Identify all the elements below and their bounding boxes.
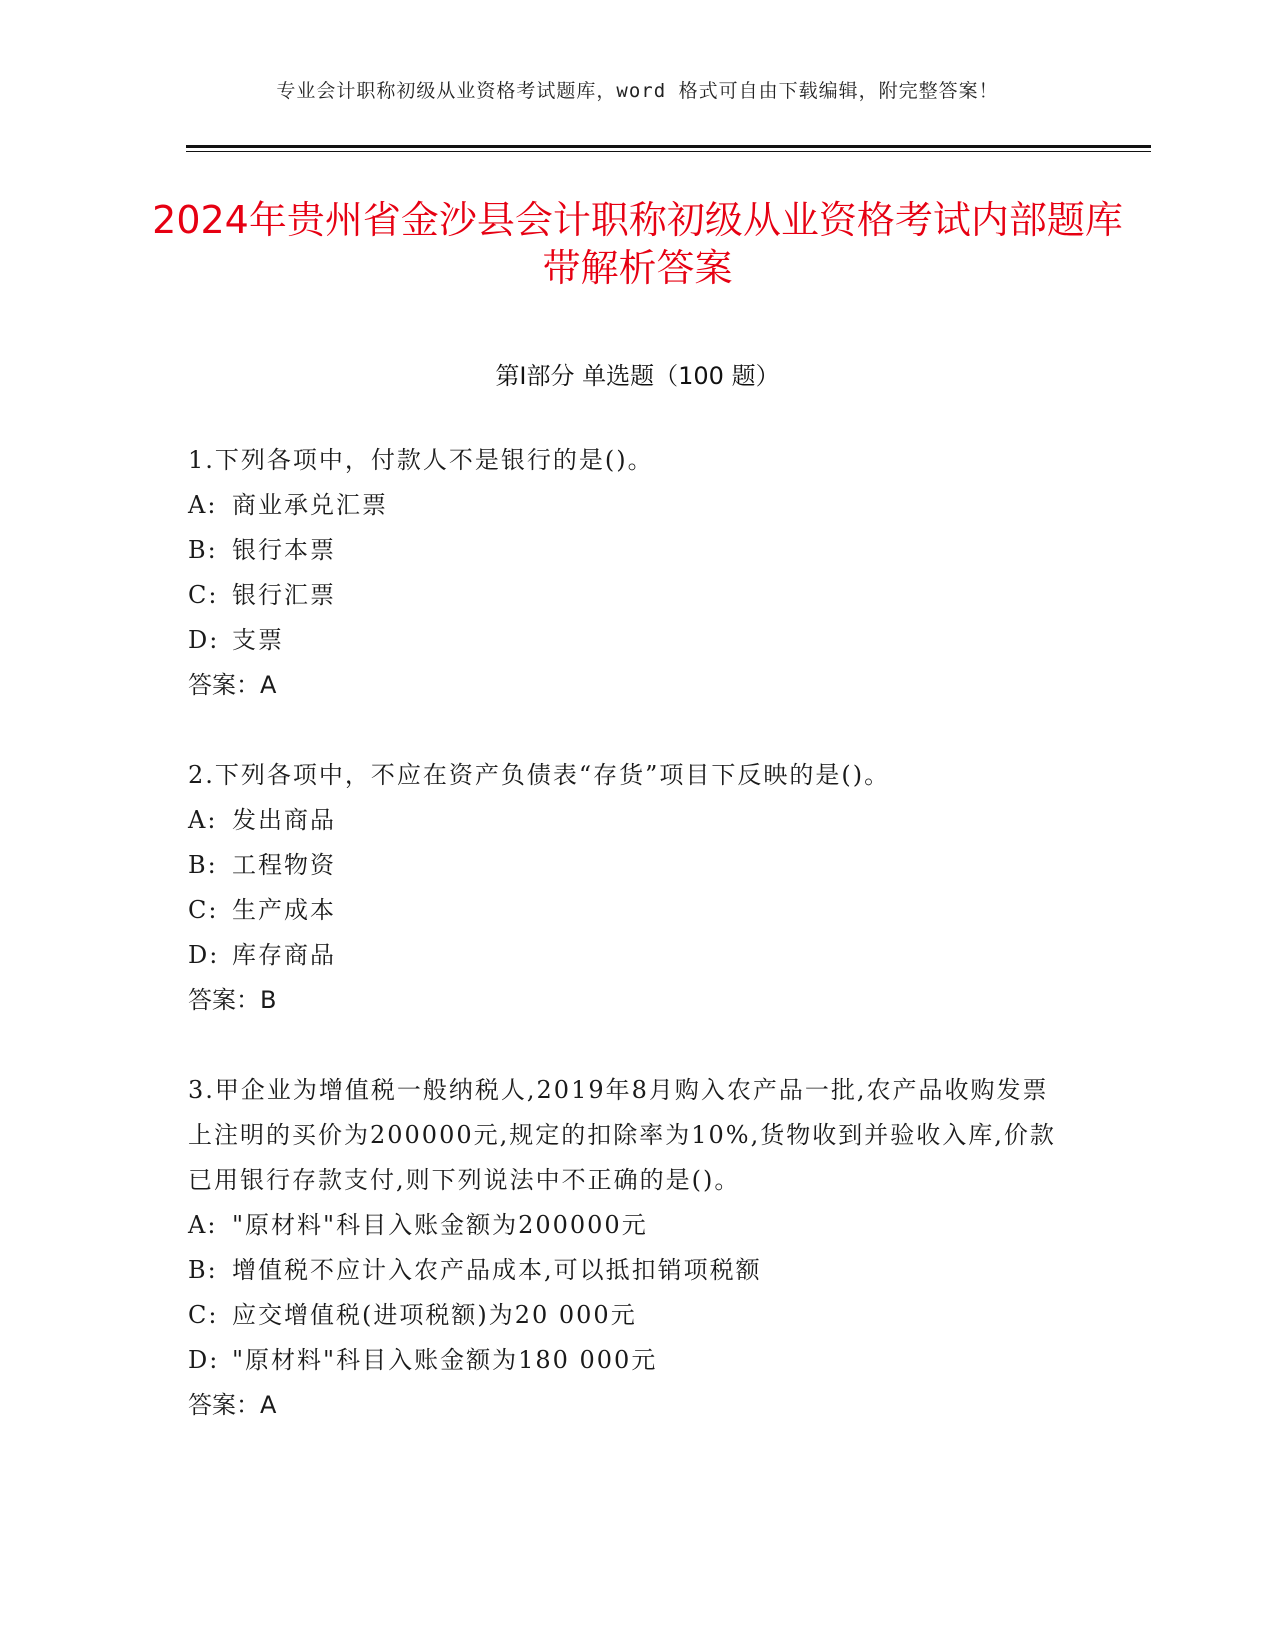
option-letter: A:: [188, 491, 218, 519]
option-d: [188, 933, 1068, 978]
option-text: 银行汇票: [232, 581, 336, 609]
option-d: [188, 1338, 1068, 1383]
option-letter: C:: [188, 896, 219, 924]
question-stem: 3.甲企业为增值税一般纳税人,2019年8月购入农产品一批,农产品收购发票上注明的买价为200000元,规定的扣除率为10%,货物收到并验收入库,价款已用银行存款支付,则下列说法中不正确的是()。: [188, 1076, 1056, 1194]
question-list: [188, 438, 1068, 1473]
option-b: [188, 843, 1068, 888]
header-note: 专业会计职称初级从业资格考试题库，word 格式可自由下载编辑，附完整答案！: [276, 80, 999, 102]
option-letter: B:: [188, 1256, 218, 1284]
answer-value: B: [260, 986, 277, 1014]
option-c: [188, 573, 1068, 618]
option-letter: C:: [188, 1301, 219, 1329]
answer-value: A: [260, 1391, 277, 1419]
option-text: 生产成本: [232, 896, 336, 924]
answer-line: [188, 663, 1068, 708]
question-3: [188, 1068, 1068, 1428]
option-letter: C:: [188, 581, 219, 609]
question-stem: 1.下列各项中，付款人不是银行的是()。: [188, 446, 654, 474]
answer-line: [188, 1383, 1068, 1428]
option-letter: B:: [188, 851, 218, 879]
option-letter: D:: [188, 626, 220, 654]
question-2: [188, 753, 1068, 1023]
option-d: [188, 618, 1068, 663]
option-text: "原材料"科目入账金额为200000元: [232, 1211, 648, 1239]
header-divider-thin: [186, 151, 1151, 152]
answer-line: [188, 978, 1068, 1023]
option-text: 库存商品: [232, 941, 336, 969]
option-text: 商业承兑汇票: [232, 491, 388, 519]
option-letter: D:: [188, 941, 220, 969]
option-b: [188, 1248, 1068, 1293]
option-letter: D:: [188, 1346, 220, 1374]
option-text: 支票: [232, 626, 284, 654]
option-c: [188, 1293, 1068, 1338]
option-b: [188, 528, 1068, 573]
option-text: 银行本票: [232, 536, 336, 564]
answer-value: A: [260, 671, 277, 699]
option-text: 增值税不应计入农产品成本,可以抵扣销项税额: [232, 1256, 762, 1284]
section-title: 第Ⅰ部分 单选题（100 题）: [495, 362, 780, 390]
option-text: 工程物资: [232, 851, 336, 879]
option-text: 发出商品: [232, 806, 336, 834]
header-divider-thick: [186, 145, 1151, 148]
option-a: [188, 798, 1068, 843]
option-a: [188, 483, 1068, 528]
option-letter: B:: [188, 536, 218, 564]
option-text: "原材料"科目入账金额为180 000元: [232, 1346, 658, 1374]
option-text: 应交增值税(进项税额)为20 000元: [232, 1301, 637, 1329]
answer-prefix: 答案：: [188, 671, 260, 699]
document-title: 2024年贵州省金沙县会计职称初级从业资格考试内部题库带解析答案: [152, 198, 1123, 290]
option-c: [188, 888, 1068, 933]
option-letter: A:: [188, 1211, 218, 1239]
option-letter: A:: [188, 806, 218, 834]
answer-prefix: 答案：: [188, 1391, 260, 1419]
answer-prefix: 答案：: [188, 986, 260, 1014]
question-1: [188, 438, 1068, 708]
question-stem: 2.下列各项中，不应在资产负债表“存货”项目下反映的是()。: [188, 761, 891, 789]
option-a: [188, 1203, 1068, 1248]
